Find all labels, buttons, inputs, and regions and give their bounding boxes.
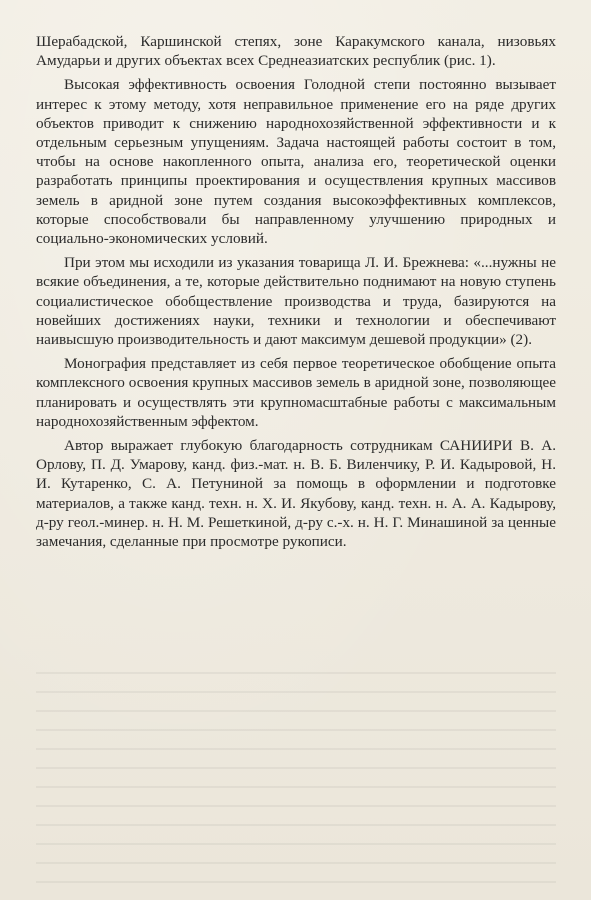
body-text: [36, 32, 556, 556]
show-through-texture: [36, 672, 556, 892]
paragraph-acknowledgements: Автор выражает глубокую благодарность сотрудникам САНИИРИ В. А. Орлову, П. Д. Умарову, канд. физ.-мат. н. В. Б. Виленчику, Р. И. Кадыровой, Н. И. Кутаренко, С. А. Петуниной за помощь в оформлении и подготовке материалов, а также канд. техн. н. Х. И. Якубову, канд. техн. н. А. А. Кадырову, д-ру геол.-минер. н. Н. М. Решеткиной, д-ру с.-х. н. Н. Г. Минашиной за ценные замечания, сделанные при просмотре рукописи.: [36, 437, 556, 551]
paragraph-efficiency: Высокая эффективность освоения Голодной степи постоянно вызывает интерес к этому методу, хотя неправильное применение его на ряде других объектов приводит к снижению народнохозяйственной эффективности и к отдельным серьезным упущениям. Задача настоящей работы состоит в том, чтобы на основе накопленного опыта, анализа его, теоретической оценки разработать принципы проектирования и осуществления крупных массивов земель в аридной зоне путем создания высокоэффективных комплексов, которые способствовали бы направленному улучшению природных и социально-экономических условий.: [36, 76, 556, 248]
paragraph-quote: При этом мы исходили из указания товарища Л. И. Брежнева: «...нужны не всякие объединения, а те, которые действительно поднимают на новую ступень социалистическое обобществление производства и труда, базируются на новейших достижениях науки, техники и технологии и обеспечивают наивысшую производительность и дают максимум дешевой продукции» (2).: [36, 254, 556, 349]
paragraph-continuation: Шерабадской, Каршинской степях, зоне Каракумского канала, низовьях Амударьи и других объектах всех Среднеазиатских республик (рис. 1).: [36, 33, 556, 70]
paragraph-monograph: Монография представляет из себя первое теоретическое обобщение опыта комплексного освоения крупных массивов земель в аридной зоне, позволяющее планировать и осуществлять эти крупномасштабные работы с максимальным народнохозяйственным эффектом.: [36, 355, 556, 430]
